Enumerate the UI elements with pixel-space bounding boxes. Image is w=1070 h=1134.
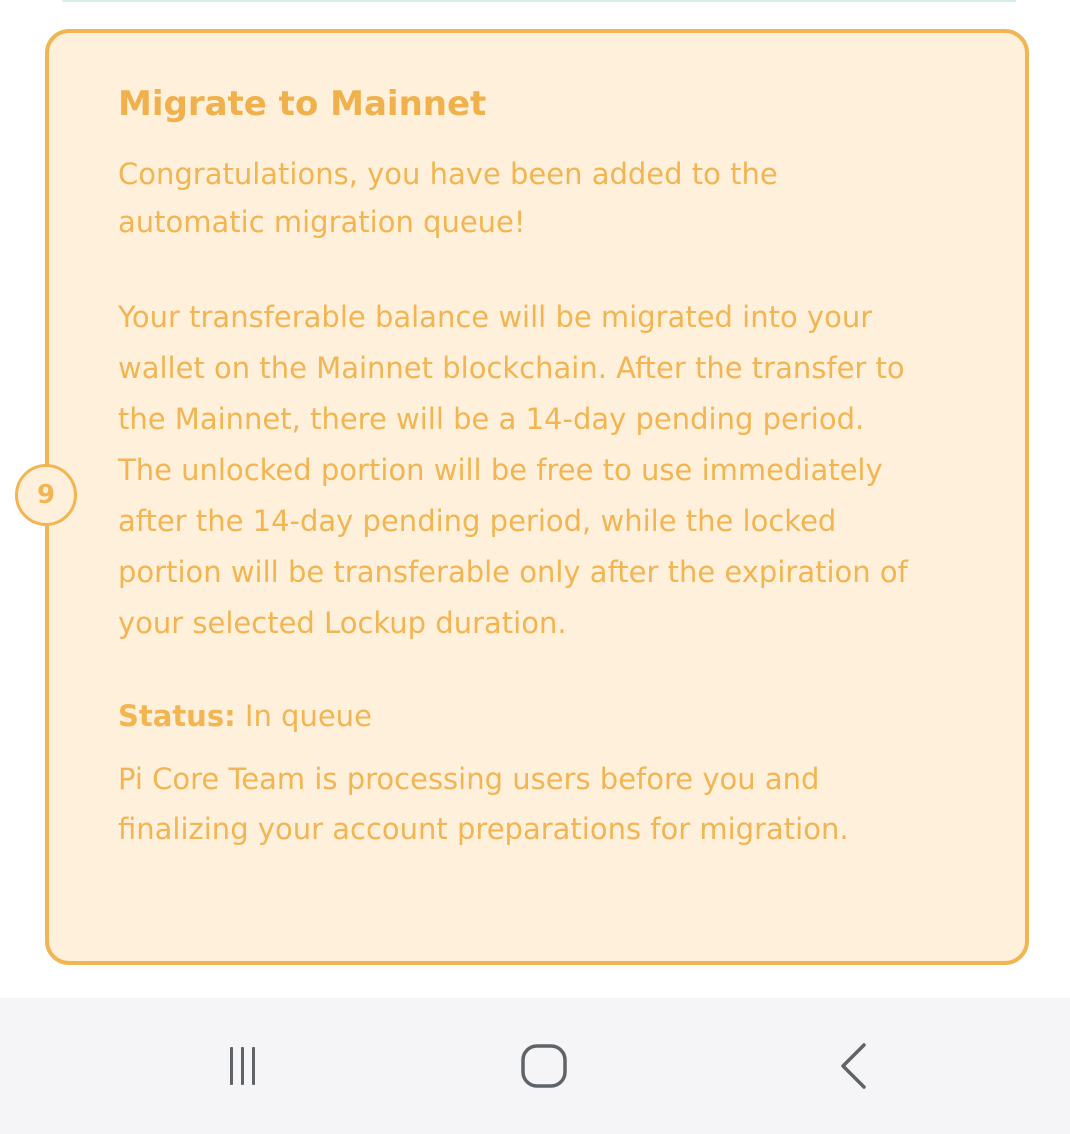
back-icon: [818, 1036, 878, 1096]
text-line: finalizing your account preparations for migration.: [118, 812, 849, 846]
text-line: portion will be transferable only after the expiration of: [118, 555, 908, 589]
system-navigation-bar: [0, 998, 1070, 1134]
text-line: The unlocked portion will be free to use immediately: [118, 453, 883, 487]
text-line: Your transferable balance will be migrated into your: [118, 300, 873, 334]
processing-text: [118, 754, 849, 854]
card-title: Migrate to Mainnet: [118, 84, 487, 124]
back-button[interactable]: [803, 1026, 893, 1106]
home-button[interactable]: [499, 1026, 589, 1106]
migration-details-text: [118, 292, 908, 649]
text-line: Pi Core Team is processing users before you and: [118, 762, 820, 796]
congratulations-text: [118, 150, 778, 246]
text-line: the Mainnet, there will be a 14-day pending period.: [118, 402, 865, 436]
status-label: Status:: [118, 699, 236, 733]
recents-icon: [212, 1036, 272, 1096]
text-line: Congratulations, you have been added to the: [118, 157, 778, 191]
recents-button[interactable]: [197, 1026, 287, 1106]
text-line: wallet on the Mainnet blockchain. After the transfer to: [118, 351, 905, 385]
status-line: [118, 692, 372, 740]
text-line: automatic migration queue!: [118, 205, 526, 239]
text-line: after the 14-day pending period, while the locked: [118, 504, 837, 538]
home-icon: [514, 1036, 574, 1096]
step-number-badge: 9: [15, 464, 77, 526]
text-line: your selected Lockup duration.: [118, 606, 567, 640]
top-divider: [62, 0, 1016, 2]
status-value: In queue: [244, 699, 372, 733]
